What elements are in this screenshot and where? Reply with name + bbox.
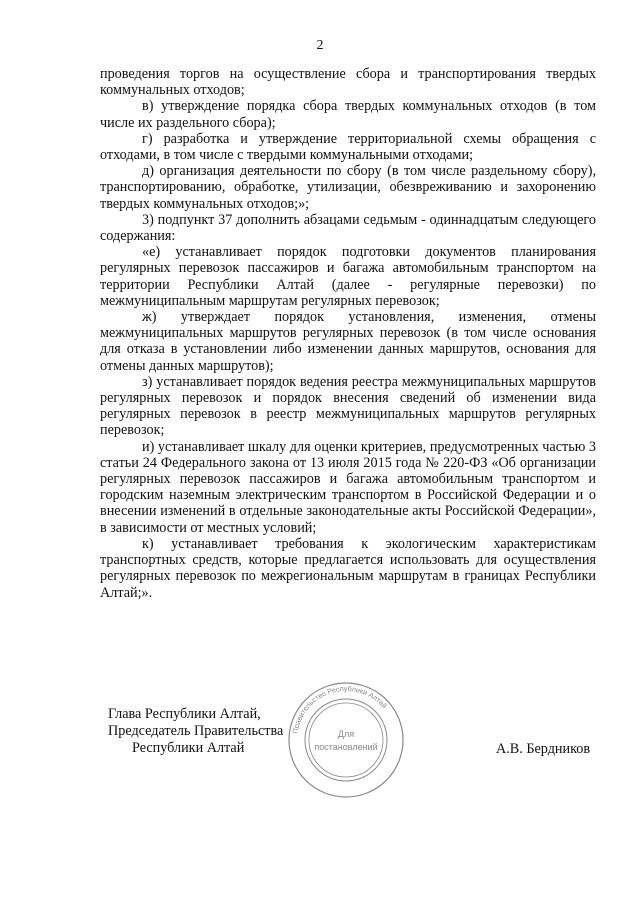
stamp-outer-ring [289, 683, 403, 797]
paragraph: д) организация деятельности по сбору (в том числе раздельному сбору), транспортированию, обработке, утилизации, обезвреживанию и захоронению твердых коммунальных отходов;»; [100, 163, 596, 212]
paragraph: «е) устанавливает порядок подготовки документов планирования регулярных перевозок пассажиров и багажа автомобильным транспортом на территории Республики Алтай (далее - регулярные перевозки) по межмуниципальным маршрутам регулярных перевозок; [100, 244, 596, 309]
stamp-middle-ring [305, 699, 387, 781]
stamp-inner-text-1: Для [337, 729, 355, 739]
document-body [100, 66, 596, 601]
paragraph: г) разработка и утверждение территориальной схемы обращения с отходами, в том числе с твердыми коммунальными отходами; [100, 130, 596, 164]
paragraph: проведения торгов на осуществление сбора и транспортирования твердых коммунальных отходов; [100, 66, 596, 99]
signer-title-line-2: Председатель Правительства [108, 723, 284, 739]
stamp-inner-text-2: постановлений [314, 742, 378, 752]
signer-title-line-3: Республики Алтай [132, 740, 245, 756]
paragraph: к) устанавливает требования к экологическим характеристикам транспортных средств, которые предлагается использовать для осуществления регулярных перевозок по межрегиональным маршрутам в границах Республики Алтай;». [100, 535, 596, 601]
paragraph: в) утверждение порядка сбора твердых коммунальных отходов (в том числе их раздельного сбора); [100, 98, 596, 131]
stamp-inner-ring [309, 703, 383, 777]
official-stamp [286, 680, 406, 800]
stamp-outer-text: Правительство Республики Алтай [290, 683, 389, 735]
signer-title-line-1: Глава Республики Алтай, [108, 706, 261, 722]
paragraph: 3) подпункт 37 дополнить абзацами седьмым - одиннадцатым следующего содержания: [100, 211, 596, 245]
paragraph: и) устанавливает шкалу для оценки критериев, предусмотренных частью 3 статьи 24 Федерального закона от 13 июля 2015 года № 220-ФЗ «Об организации регулярных перевозок пассажиров и багажа автомобильным транспортом и городским наземным электрическим транспортом в Российской Федерации и о внесении изменений в отдельные законодательные акты Российской Федерации», в зависимости от местных условий; [100, 438, 596, 536]
paragraph: з) устанавливает порядок ведения реестра межмуниципальных маршрутов регулярных перевозок и порядок внесения сведений об изменении вида регулярных перевозок в реестр межмуниципальных маршрутов регулярных перевозок; [100, 373, 596, 439]
signer-name: А.В. Бердников [496, 741, 591, 757]
signature-block [108, 706, 283, 757]
page-number: 2 [316, 38, 324, 53]
paragraph: ж) утверждает порядок установления, изменения, отмены межмуниципальных маршрутов регулярных перевозок (в том числе основания для отказа в установлении либо изменении данных маршрутов, основания для отмены данных маршрутов); [100, 309, 596, 374]
